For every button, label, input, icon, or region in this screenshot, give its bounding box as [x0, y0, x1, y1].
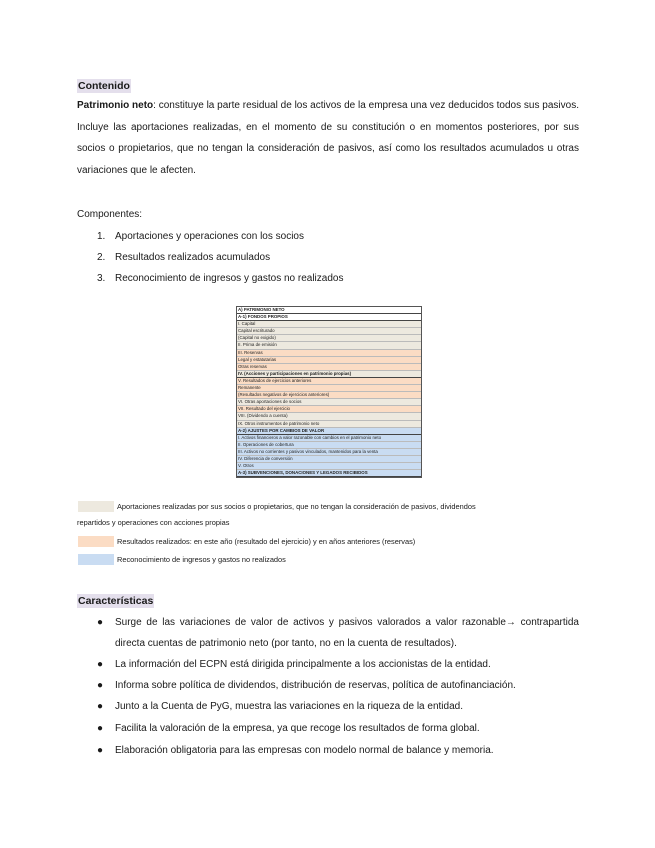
legend-swatch-resultados	[78, 536, 114, 547]
table-row: II. Operaciones de cobertura	[237, 442, 421, 449]
table-row: IV. Diferencia de conversión	[237, 456, 421, 463]
table-row: A-2) AJUSTES POR CAMBIOS DE VALOR	[237, 428, 421, 435]
item-text: Reconocimiento de ingresos y gastos no realizados	[115, 273, 344, 284]
legend-text-aportaciones-cont: repartidos y operaciones con acciones propias	[77, 518, 230, 527]
caracteristica-item	[97, 740, 579, 761]
caracteristica-item	[97, 718, 579, 739]
legend-swatch-aportaciones	[78, 501, 114, 512]
caracteristica-text: Informa sobre política de dividendos, distribución de reservas, política de autofinanciación.	[115, 680, 516, 691]
caracteristica-text: Junto a la Cuenta de PyG, muestra las variaciones en la riqueza de la entidad.	[115, 701, 463, 712]
legend-swatch-reconocimiento	[78, 554, 114, 565]
term-patrimonio-neto: Patrimonio neto	[77, 100, 154, 111]
caracteristica-item	[97, 654, 579, 675]
table-row: Legal y estatutarias	[237, 357, 421, 364]
table-row: A-3) SUBVENCIONES, DONACIONES Y LEGADOS RECIBIDOS	[237, 470, 421, 477]
caracteristica-item	[97, 612, 579, 654]
componente-item	[97, 273, 343, 285]
bullet-icon: ●	[97, 723, 104, 734]
table-row: V. Resultados de ejercicios anteriores	[237, 378, 421, 385]
bullet-icon: ●	[97, 659, 104, 670]
componente-item	[97, 252, 270, 264]
caracteristica-text: Surge de las variaciones de valor de activos y pasivos valorados a valor razonable→ contrapartida directa cuentas de patrimonio neto (por tanto, no en la cuenta de resultados).	[115, 617, 579, 649]
item-text: Aportaciones y operaciones con los socios	[115, 231, 304, 242]
item-number: 3.	[97, 273, 106, 284]
table-row: V. Otros	[237, 463, 421, 470]
patrimonio-neto-table	[236, 306, 422, 478]
table-row: (Resultados negativos de ejercicios anteriores)	[237, 392, 421, 399]
componente-item	[97, 231, 304, 243]
table-row: VIII. (Dividendo a cuenta)	[237, 413, 421, 420]
bullet-icon: ●	[97, 680, 104, 691]
legend-text-reconocimiento: Reconocimiento de ingresos y gastos no realizados	[117, 555, 286, 564]
componentes-heading: Componentes:	[77, 209, 143, 220]
caracteristica-text: Elaboración obligatoria para las empresas con modelo normal de balance y memoria.	[115, 745, 494, 756]
bullet-icon: ●	[97, 701, 104, 712]
table-row: IV. (Acciones y participaciones en patrimonio propias)	[237, 371, 421, 378]
table-row: III. Reservas	[237, 350, 421, 357]
caracteristica-text: La información del ECPN está dirigida principalmente a los accionistas de la entidad.	[115, 659, 491, 670]
caracteristicas-heading: Características	[78, 595, 154, 607]
table-row: I. Activos financieros a valor razonable con cambios en el patrimonio neto	[237, 435, 421, 442]
item-text: Resultados realizados acumulados	[115, 252, 271, 263]
table-row: A) PATRIMONIO NETO	[237, 307, 421, 314]
caracteristica-item	[97, 696, 579, 717]
caracteristica-item	[97, 675, 579, 696]
table-row: (Capital no exigido)	[237, 335, 421, 342]
bullet-icon: ●	[97, 745, 104, 756]
table-row: VII. Resultado del ejercicio	[237, 406, 421, 413]
table-row: IX. Otros instrumentos de patrimonio neto	[237, 421, 421, 428]
legend-text-resultados: Resultados realizados: en este año (resultado del ejercicio) y en años anteriores (reservas)	[117, 537, 416, 546]
table-row: Otras reservas	[237, 364, 421, 371]
contenido-heading: Contenido	[78, 80, 130, 92]
table-row: Remanente	[237, 385, 421, 392]
table-row: III. Activos no corrientes y pasivos vinculados, mantenidos para la venta	[237, 449, 421, 456]
table-row: II. Prima de emisión	[237, 342, 421, 349]
caracteristica-text: Facilita la valoración de la empresa, ya que recoge los resultados de forma global.	[115, 723, 480, 734]
table-row: A-1) FONDOS PROPIOS	[237, 314, 421, 321]
item-number: 1.	[97, 231, 106, 242]
item-number: 2.	[97, 252, 106, 263]
legend-text-aportaciones: Aportaciones realizadas por sus socios o propietarios, que no tengan la consideración de pasivos, dividendos	[117, 502, 476, 511]
table-row: I. Capital	[237, 321, 421, 328]
table-row: VI. Otras aportaciones de socios	[237, 399, 421, 406]
table-row: Capital escriturado	[237, 328, 421, 335]
definition-text: : constituye la parte residual de los activos de la empresa una vez deducidos todos sus pasivos. Incluye las aportaciones realizadas, en el momento de su constitución o en momentos posteriores, por sus socios o propietarios, que no tengan la consideración de pasivos, así como los resultados acumulados u otras variaciones que le afecten.	[77, 100, 579, 176]
bullet-icon: ●	[97, 617, 104, 628]
definition-paragraph	[77, 95, 579, 181]
